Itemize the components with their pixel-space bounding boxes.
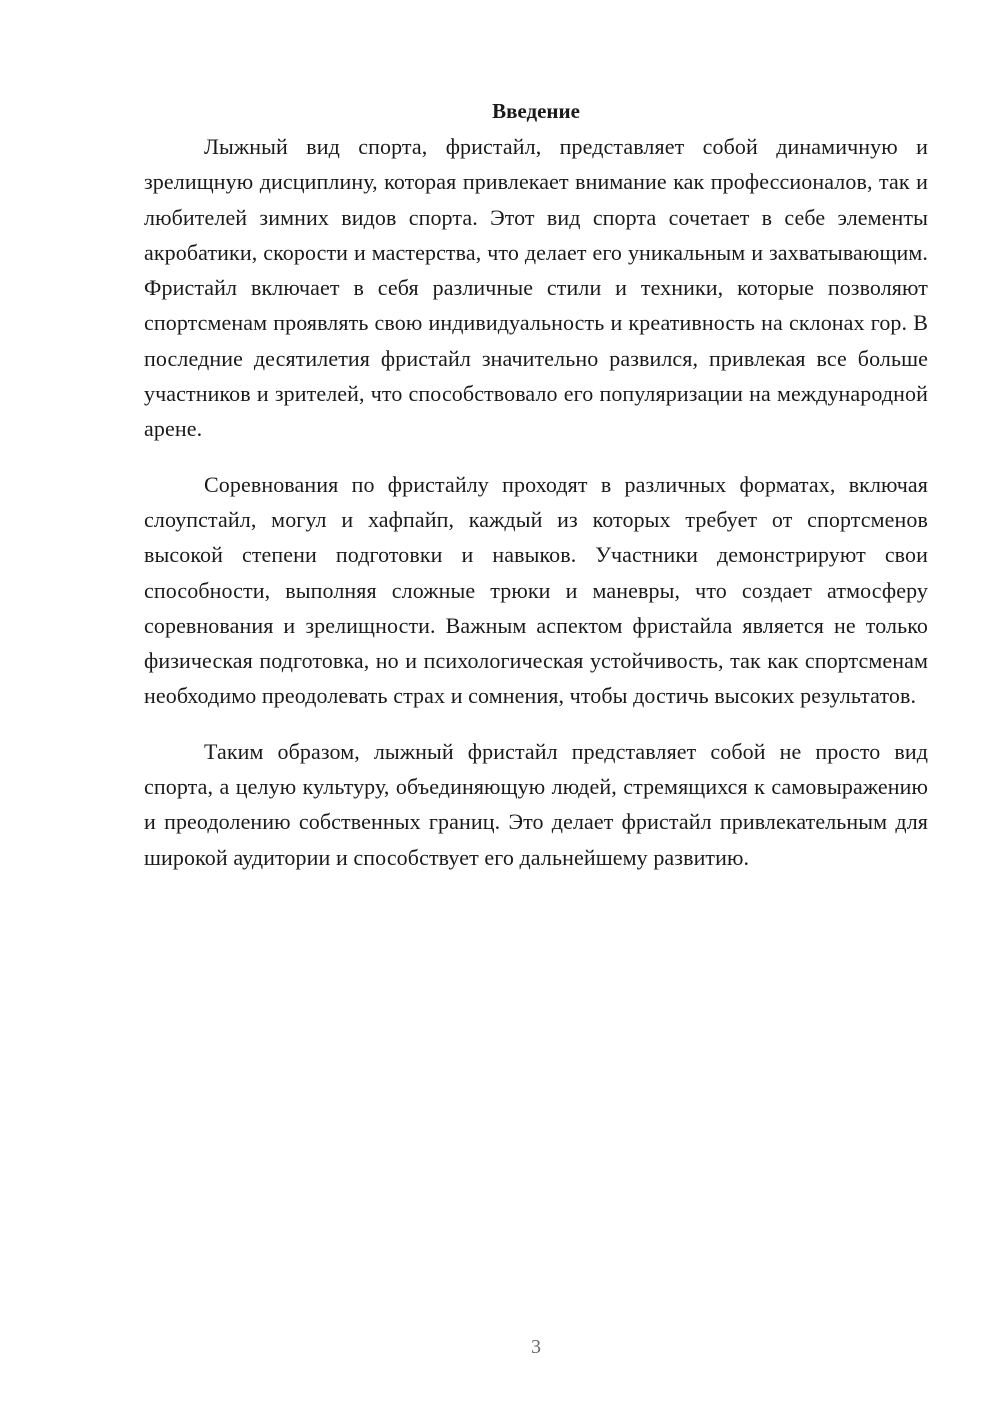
paragraph-1: Лыжный вид спорта, фристайл, представляет собой динамичную и зрелищную дисциплину, которая привлекает внимание как профессионалов, так и любителей зимних видов спорта. Этот вид спорта сочетает в себе элементы акробатики, скорости и мастерства, что делает его уникальным и захватывающим. Фристайл включает в себя различные стили и техники, которые позволяют спортсменам проявлять свою индивидуальность и креативность на склонах гор. В последние десятилетия фристайл значительно развился, привлекая все больше участников и зрителей, что способствовало его популяризации на международной арене.: [144, 134, 928, 442]
page-number: 3: [531, 1336, 541, 1358]
page-content: [144, 96, 928, 895]
section-title: Введение: [492, 99, 580, 123]
paragraph-3: Таким образом, лыжный фристайл представляет собой не просто вид спорта, а целую культуру, объединяющую людей, стремящихся к самовыражению и преодолению собственных границ. Это делает фристайл привлекательным для широкой аудитории и способствует его дальнейшему развитию.: [144, 738, 928, 870]
paragraph-2: Соревнования по фристайлу проходят в различных форматах, включая слоупстайл, могул и хафпайп, каждый из которых требует от спортсменов высокой степени подготовки и навыков. Участники демонстрируют свои способности, выполняя сложные трюки и маневры, что создает атмосферу соревнования и зрелищности. Важным аспектом фристайла является не только физическая подготовка, но и психологическая устойчивость, так как спортсменам необходимо преодолевать страх и сомнения, чтобы достичь высоких результатов.: [144, 471, 928, 709]
